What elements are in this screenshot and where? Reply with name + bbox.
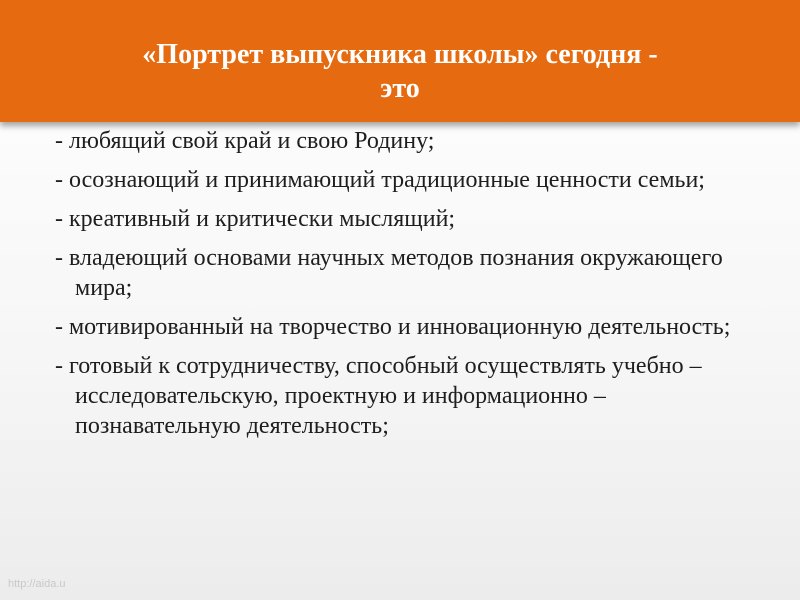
slide-title-line2: это bbox=[380, 73, 420, 104]
list-item-creative-thinking: - креативный и критически мыслящий; bbox=[55, 206, 456, 232]
slide-title-line1: «Портрет выпускника школы» сегодня - bbox=[142, 39, 658, 70]
list-item-cooperation: - готовый к сотрудничеству, способный осуществлять учебно – исследовательскую, проектную и информационно – познавательную деятельность; bbox=[55, 353, 702, 439]
list-item-scientific-methods: - владеющий основами научных методов познания окружающего мира; bbox=[55, 245, 723, 301]
list-item-love-homeland: - любящий свой край и свою Родину; bbox=[55, 128, 435, 154]
watermark: http://aida.u bbox=[8, 578, 66, 590]
title-bar bbox=[0, 0, 800, 122]
list-item-family-values: - осознающий и принимающий традиционные ценности семьи; bbox=[55, 167, 705, 193]
slide-title bbox=[40, 38, 760, 106]
bullet-list bbox=[55, 126, 765, 450]
list-item-innovation: - мотивированный на творчество и инновационную деятельность; bbox=[55, 314, 731, 340]
